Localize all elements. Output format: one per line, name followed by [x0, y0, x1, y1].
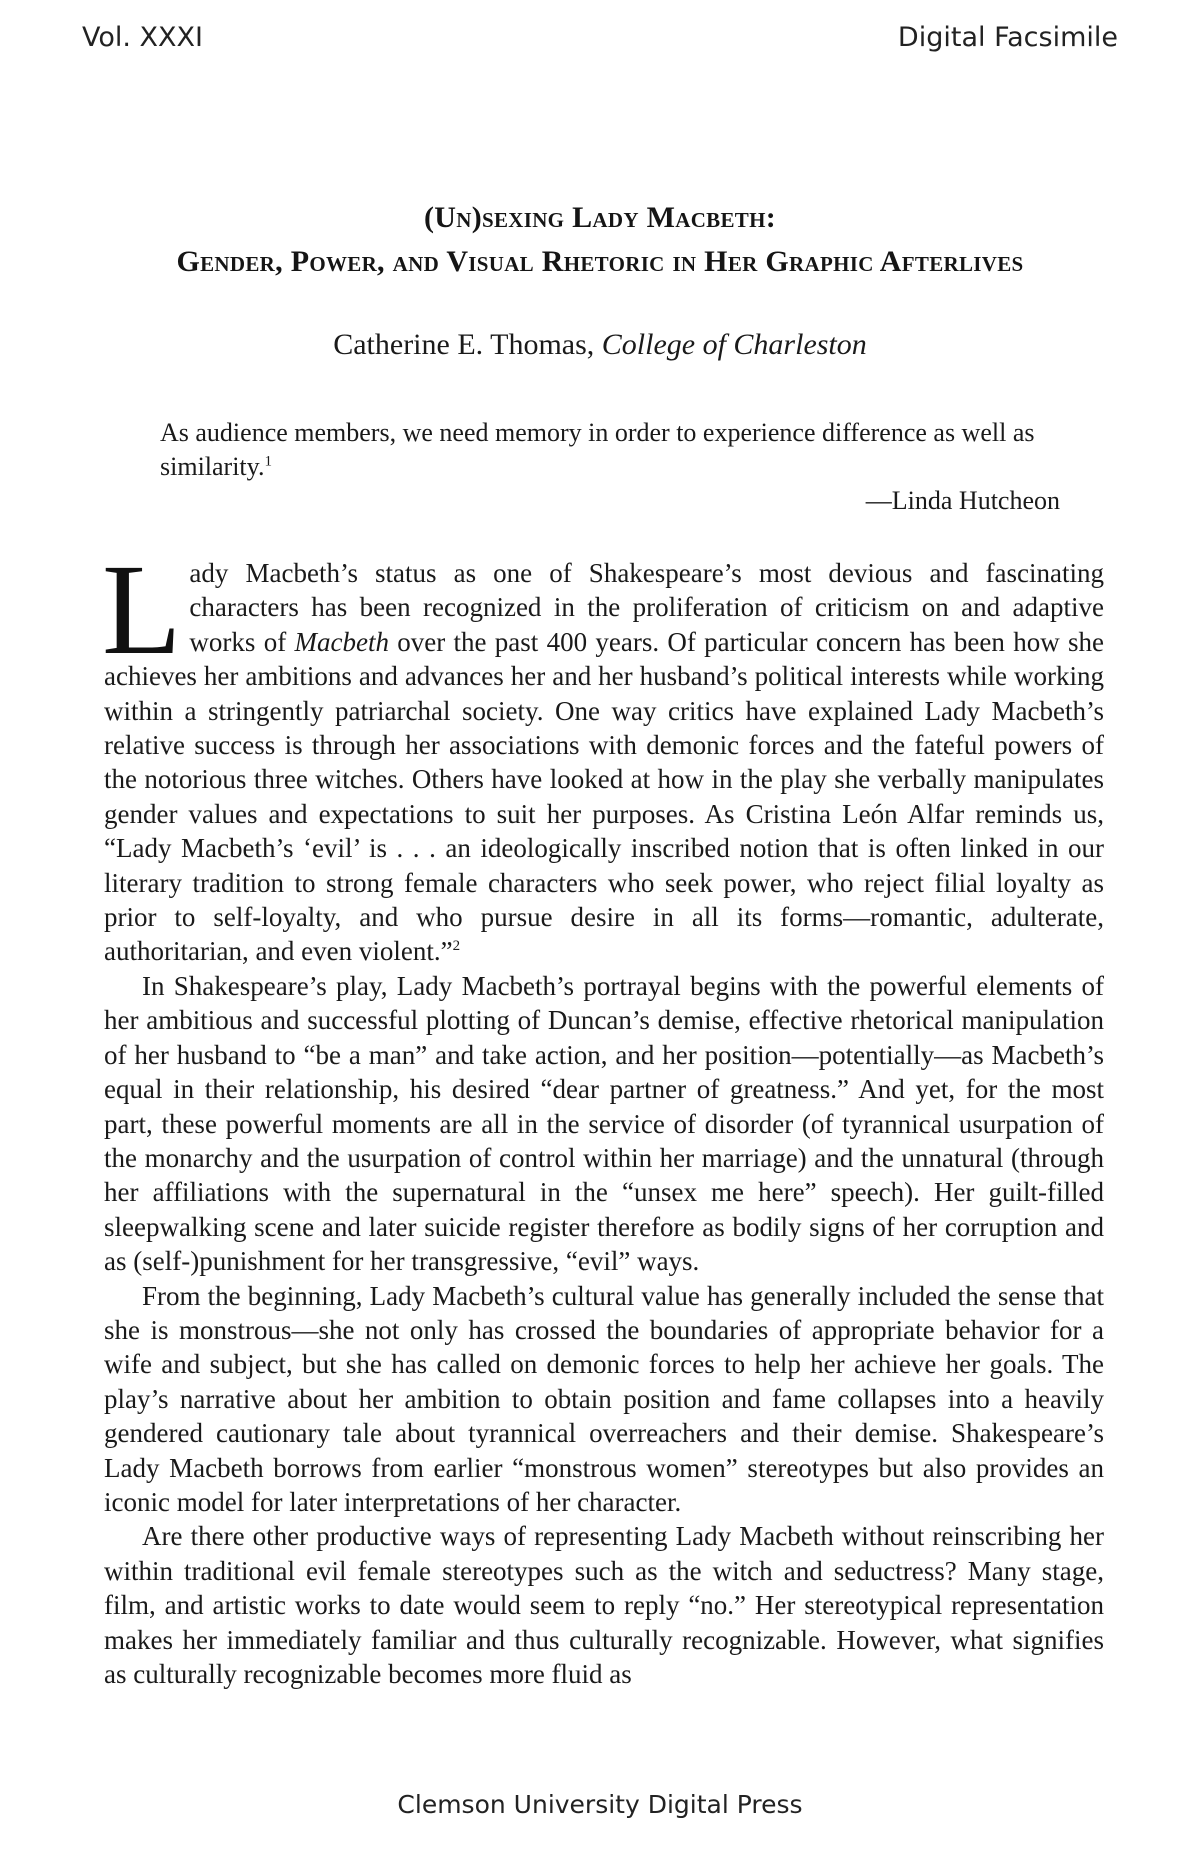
- paragraph-1: [102, 538, 1104, 969]
- footnote-marker-2[interactable]: 2: [452, 938, 461, 955]
- author-affiliation: College of Charleston: [601, 328, 867, 361]
- epigraph: [160, 416, 1060, 518]
- byline: [0, 328, 1200, 362]
- page-footer: Clemson University Digital Press: [397, 1790, 803, 1819]
- footnote-marker-1[interactable]: 1: [264, 453, 272, 470]
- title-line-2: Gender, Power, and Visual Rhetoric in Her Graphic Afterlives: [176, 245, 1024, 278]
- paragraph-4: Are there other productive ways of representing Lady Macbeth without reinscribing her within traditional evil female stereotypes such as the witch and seductress? Many stage, film, and artistic works to date would seem to reply “no.” Her stereotypical representation makes her immediately familiar and thus culturally recognizable. However, what signifies as culturally recognizable becomes more fluid as: [104, 1521, 1104, 1689]
- title-line-1: (Un)sexing Lady Macbeth:: [423, 201, 777, 234]
- volume-label: Vol. XXXI: [82, 22, 204, 53]
- epigraph-attribution: —Linda Hutcheon: [865, 486, 1060, 515]
- paragraph-1-text-b: over the past 400 years. Of particular concern has been how she achieves her ambitions and advances her and her husband’s political interests while working within a stringently patriarchal society. One way critics have explained Lady Macbeth’s relative success is through her associations with demonic forces and the fateful powers of the notorious three witches. Others have looked at how in the play she verbally manipulates gender values and expectations to suit her purposes. As Cristina León Alfar reminds us, “Lady Macbeth’s ‘evil’ is . . . an ideologically inscribed notion that is often linked in our literary tradition to strong female characters who seek power, who reject filial loyalty as prior to self-loyalty, and who pursue desire in all its forms—romantic, adulterate, authoritarian, and even violent.”: [104, 626, 1104, 967]
- facsimile-label: Digital Facsimile: [897, 22, 1118, 53]
- paragraph-1-text-a: ady Macbeth’s status as one of Shakespeare’s most devious and fascinating characters has been recognized in the proliferation of criticism on and adaptive works of: [189, 558, 1104, 657]
- epigraph-quote: [160, 416, 1060, 484]
- play-title: Macbeth: [294, 626, 389, 657]
- paragraph-2: In Shakespeare’s play, Lady Macbeth’s portrayal begins with the powerful elements of her ambitious and successful plotting of Duncan’s demise, effective rhetorical manipulation of her husband to “be a man” and take action, and her position—potentially—as Macbeth’s equal in their relationship, his desired “dear partner of greatness.” And yet, for the most part, these powerful moments are all in the service of disorder (of tyrannical usurpation of the monarchy and the usurpation of control within her marriage) and the unnatural (through her affiliations with the supernatural in the “unsex me here” speech). Her guilt-filled sleepwalking scene and later suicide register therefore as bodily signs of her corruption and as (self-)punishment for her transgressive, “evil” ways.: [104, 970, 1104, 1277]
- article-title: [0, 196, 1200, 284]
- drop-cap: L: [102, 538, 182, 682]
- epigraph-text: As audience members, we need memory in order to experience difference as well as similarity.: [160, 418, 1035, 481]
- paragraph-3: From the beginning, Lady Macbeth’s cultural value has generally included the sense that she is monstrous—she not only has crossed the boundaries of appropriate behavior for a wife and subject, but she has called on demonic forces to help her achieve her goals. The play’s narrative about her ambition to obtain position and fame collapses into a heavily gendered cautionary tale about tyrannical overreachers and their demise. Shakespeare’s Lady Macbeth borrows from earlier “monstrous women” stereotypes but also provides an iconic model for later interpretations of her character.: [104, 1280, 1104, 1517]
- author-name: Catherine E. Thomas,: [333, 328, 602, 361]
- running-header: [82, 22, 1118, 53]
- article-body: [102, 538, 1104, 1691]
